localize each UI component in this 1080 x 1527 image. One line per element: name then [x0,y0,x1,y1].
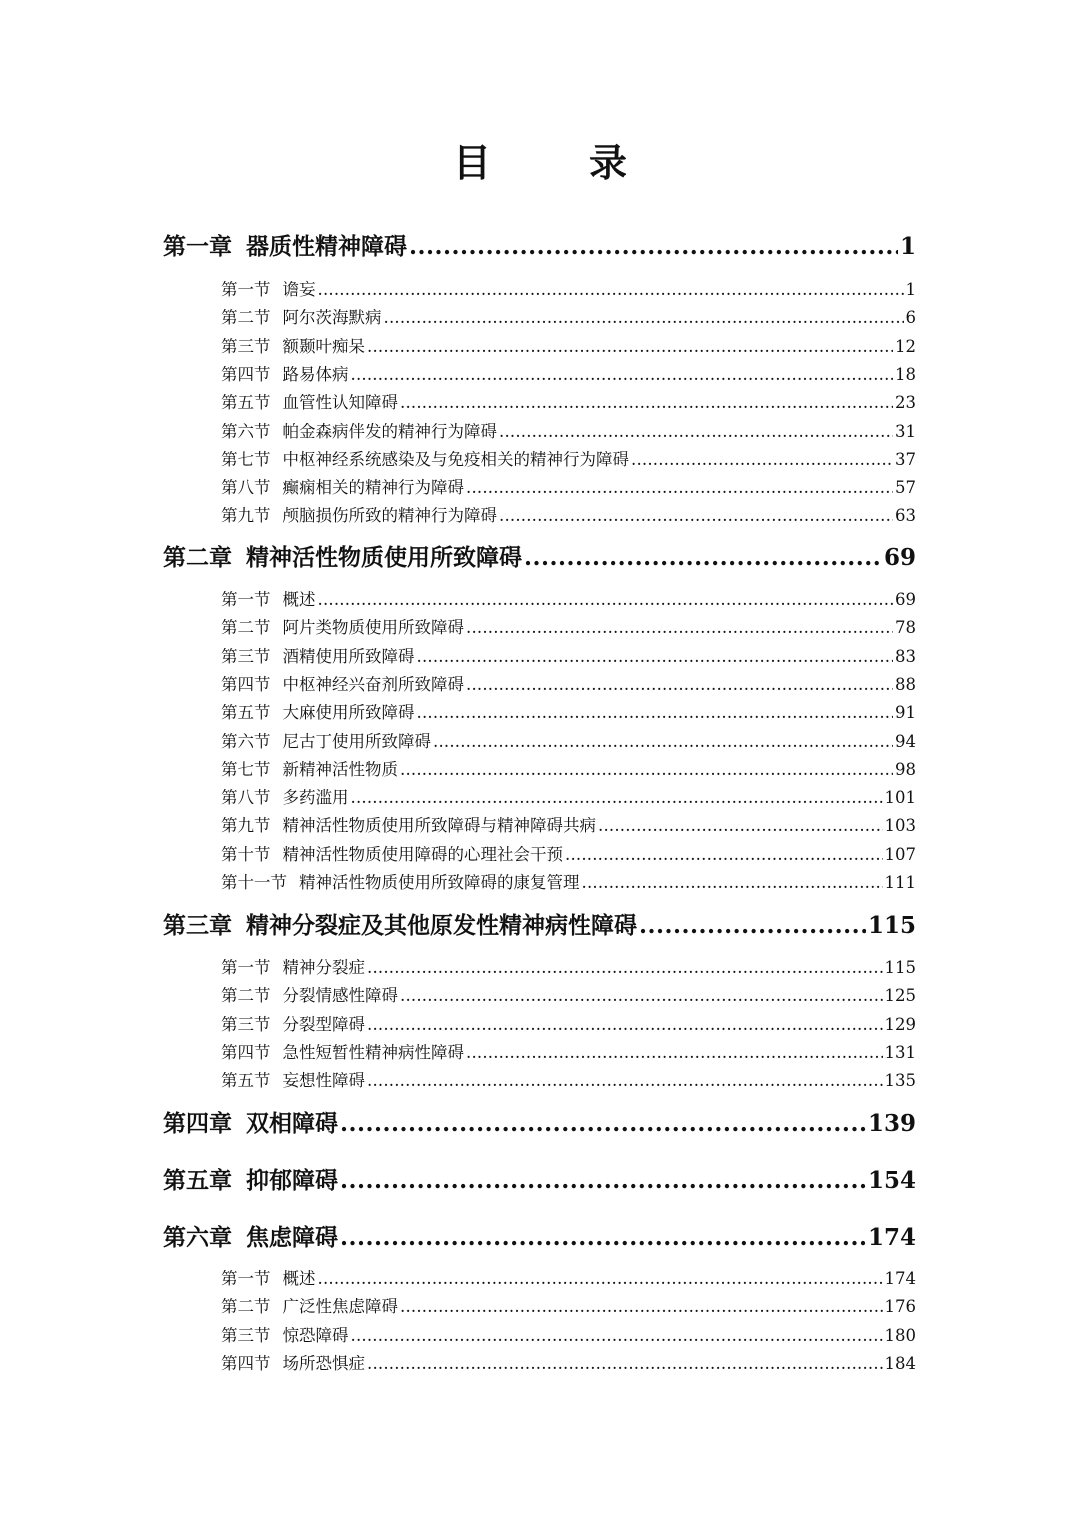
section-number: 第七节 [221,449,271,469]
chapter-number: 第二章 [163,544,232,571]
dot-leader [499,503,893,529]
section-number: 第九节 [221,816,271,836]
dot-leader [318,1266,883,1292]
dot-leader [417,644,894,670]
section-number: 第三节 [221,1325,271,1345]
dot-leader [340,1164,866,1198]
dot-leader [499,419,893,445]
chapter-title: 双相障碍 [246,1110,338,1137]
toc-chapter-entry[interactable] [163,1107,916,1141]
toc-section-entry[interactable] [221,615,916,641]
toc-section-entry[interactable] [221,983,916,1009]
toc-section-entry[interactable] [221,955,916,981]
section-number: 第二节 [221,986,271,1006]
section-number: 第四节 [221,1042,271,1062]
toc-section-entry[interactable] [221,305,916,331]
section-title: 急性短暂性精神病性障碍 [282,1042,464,1062]
dot-leader [639,909,866,943]
chapter-title: 抑郁障碍 [246,1167,338,1194]
section-page-number: 125 [884,986,916,1006]
dot-leader [433,729,893,755]
dot-leader [351,785,883,811]
section-number: 第二节 [221,308,271,328]
section-page-number: 111 [884,873,916,892]
dot-leader [582,870,883,896]
dot-leader [417,700,894,726]
toc-section-entry[interactable] [221,1040,916,1066]
page-title: 目 录 [452,140,657,185]
section-number: 第七节 [221,759,271,779]
toc-section-entry[interactable] [221,842,916,868]
section-number: 第一节 [221,1269,271,1288]
section-title: 癫痫相关的精神行为障碍 [282,478,464,498]
dot-leader [400,1294,883,1320]
toc-section-entry[interactable] [221,475,916,501]
dot-leader [400,390,893,416]
section-title: 颅脑损伤所致的精神行为障碍 [282,506,497,526]
dot-leader [466,615,893,641]
toc-section-entry[interactable] [221,757,916,783]
section-page-number: 57 [895,478,916,498]
section-page-number: 174 [884,1269,916,1288]
dot-leader [400,983,883,1009]
toc-section-entry[interactable] [221,700,916,726]
section-title: 尼古丁使用所致障碍 [282,731,431,751]
section-page-number: 69 [895,590,916,609]
section-title: 分裂型障碍 [282,1014,365,1034]
chapter-page-number: 139 [867,1110,916,1137]
section-title: 妄想性障碍 [282,1071,365,1091]
toc-section-entry[interactable] [221,1294,916,1320]
section-title: 惊恐障碍 [282,1325,349,1345]
section-number: 第八节 [221,788,271,808]
section-title: 精神活性物质使用障碍的心理社会干预 [282,844,563,864]
section-page-number: 103 [884,816,916,836]
section-title: 大麻使用所致障碍 [282,703,415,723]
section-title: 血管性认知障碍 [282,393,398,413]
toc-section-entry[interactable] [221,419,916,445]
section-title: 阿尔茨海默病 [282,308,382,328]
dot-leader [318,277,904,303]
section-number: 第一节 [221,590,271,609]
toc-section-entry[interactable] [221,813,916,839]
dot-leader [524,541,882,575]
dot-leader [409,230,898,264]
toc-section-entry[interactable] [221,362,916,388]
dot-leader [466,1040,883,1066]
section-number: 第五节 [221,393,271,413]
toc-section-entry[interactable] [221,1012,916,1038]
section-page-number: 37 [895,449,916,469]
dot-leader [384,305,904,331]
dot-leader [340,1107,866,1141]
toc-chapter-entry[interactable] [163,230,916,264]
section-page-number: 63 [895,506,916,526]
section-number: 第九节 [221,506,271,526]
dot-leader [351,362,894,388]
toc-section-entry[interactable] [221,729,916,755]
chapter-page-number: 69 [883,544,916,571]
section-page-number: 101 [884,788,916,808]
toc-section-entry[interactable] [221,503,916,529]
section-page-number: 98 [895,759,916,779]
section-page-number: 135 [884,1071,916,1091]
chapter-number: 第四章 [163,1110,232,1137]
section-number: 第二节 [221,618,271,638]
section-title: 精神活性物质使用所致障碍与精神障碍共病 [282,816,596,836]
section-page-number: 18 [895,364,916,384]
section-page-number: 31 [895,421,916,441]
dot-leader [466,475,893,501]
section-number: 第一节 [221,280,271,299]
section-number: 第五节 [221,1071,271,1091]
section-page-number: 91 [895,703,916,723]
section-title: 谵妄 [282,280,316,299]
section-title: 场所恐惧症 [282,1353,365,1373]
chapter-page-number: 1 [899,233,916,260]
dot-leader [318,587,894,613]
toc-section-entry[interactable] [221,447,916,473]
section-number: 第六节 [221,421,271,441]
section-page-number: 83 [895,646,916,666]
section-number: 第八节 [221,478,271,498]
section-title: 精神活性物质使用所致障碍的康复管理 [299,873,580,892]
section-page-number: 184 [884,1353,916,1373]
chapter-title: 器质性精神障碍 [246,233,407,260]
toc-section-entry[interactable] [221,785,916,811]
section-title: 酒精使用所致障碍 [282,646,415,666]
section-number: 第二节 [221,1297,271,1317]
toc-chapter-entry[interactable] [163,541,916,575]
dot-leader [351,1323,883,1349]
toc-section-entry[interactable] [221,587,916,613]
toc-chapter-entry[interactable] [163,909,916,943]
dot-leader [466,672,893,698]
section-page-number: 6 [905,308,916,328]
section-page-number: 94 [895,731,916,751]
section-number: 第十一节 [221,873,287,892]
section-number: 第三节 [221,646,271,666]
section-page-number: 107 [884,844,916,864]
section-number: 第四节 [221,1353,271,1373]
chapter-title: 精神活性物质使用所致障碍 [246,544,522,571]
toc-section-entry[interactable] [221,277,916,303]
dot-leader [367,955,883,981]
section-title: 额颞叶痴呆 [282,336,365,356]
section-number: 第三节 [221,336,271,356]
section-number: 第四节 [221,674,271,694]
section-number: 第四节 [221,364,271,384]
section-title: 阿片类物质使用所致障碍 [282,618,464,638]
dot-leader [367,1012,883,1038]
toc-section-entry[interactable] [221,1323,916,1349]
section-page-number: 12 [895,336,916,356]
section-title: 路易体病 [282,364,349,384]
section-title: 概述 [282,590,316,609]
dot-leader [367,334,893,360]
section-title: 中枢神经系统感染及与免疫相关的精神行为障碍 [282,449,629,469]
dot-leader [367,1068,883,1094]
section-title: 多药滥用 [282,788,349,808]
toc-section-entry[interactable] [221,672,916,698]
section-title: 概述 [282,1269,316,1288]
section-page-number: 1 [905,280,916,299]
section-page-number: 131 [884,1042,916,1062]
toc-section-entry[interactable] [221,644,916,670]
section-page-number: 129 [884,1014,916,1034]
toc-section-entry[interactable] [221,390,916,416]
toc-chapter-entry[interactable] [163,1164,916,1198]
section-title: 精神分裂症 [282,958,365,977]
toc-section-entry[interactable] [221,870,916,896]
toc-section-entry[interactable] [221,1068,916,1094]
chapter-page-number: 115 [867,912,916,939]
chapter-page-number: 154 [867,1167,916,1194]
toc-section-entry[interactable] [221,1266,916,1292]
section-title: 中枢神经兴奋剂所致障碍 [282,674,464,694]
toc-section-entry[interactable] [221,334,916,360]
section-title: 帕金森病伴发的精神行为障碍 [282,421,497,441]
chapter-page-number: 174 [867,1224,916,1251]
dot-leader [598,813,883,839]
section-page-number: 115 [884,958,916,977]
toc-chapter-entry[interactable] [163,1221,916,1255]
dot-leader [340,1221,866,1255]
chapter-title: 精神分裂症及其他原发性精神病性障碍 [246,912,637,939]
toc-section-entry[interactable] [221,1351,916,1377]
section-page-number: 78 [895,618,916,638]
section-number: 第五节 [221,703,271,723]
chapter-title: 焦虑障碍 [246,1224,338,1251]
section-number: 第一节 [221,958,271,977]
section-title: 新精神活性物质 [282,759,398,779]
chapter-number: 第五章 [163,1167,232,1194]
section-page-number: 23 [895,393,916,413]
section-number: 第三节 [221,1014,271,1034]
section-page-number: 176 [884,1297,916,1317]
chapter-number: 第一章 [163,233,232,260]
section-number: 第六节 [221,731,271,751]
dot-leader [631,447,893,473]
section-number: 第十节 [221,844,271,864]
chapter-number: 第六章 [163,1224,232,1251]
dot-leader [400,757,893,783]
section-title: 分裂情感性障碍 [282,986,398,1006]
section-page-number: 88 [895,674,916,694]
dot-leader [565,842,883,868]
dot-leader [367,1351,883,1377]
section-title: 广泛性焦虑障碍 [282,1297,398,1317]
section-page-number: 180 [884,1325,916,1345]
chapter-number: 第三章 [163,912,232,939]
